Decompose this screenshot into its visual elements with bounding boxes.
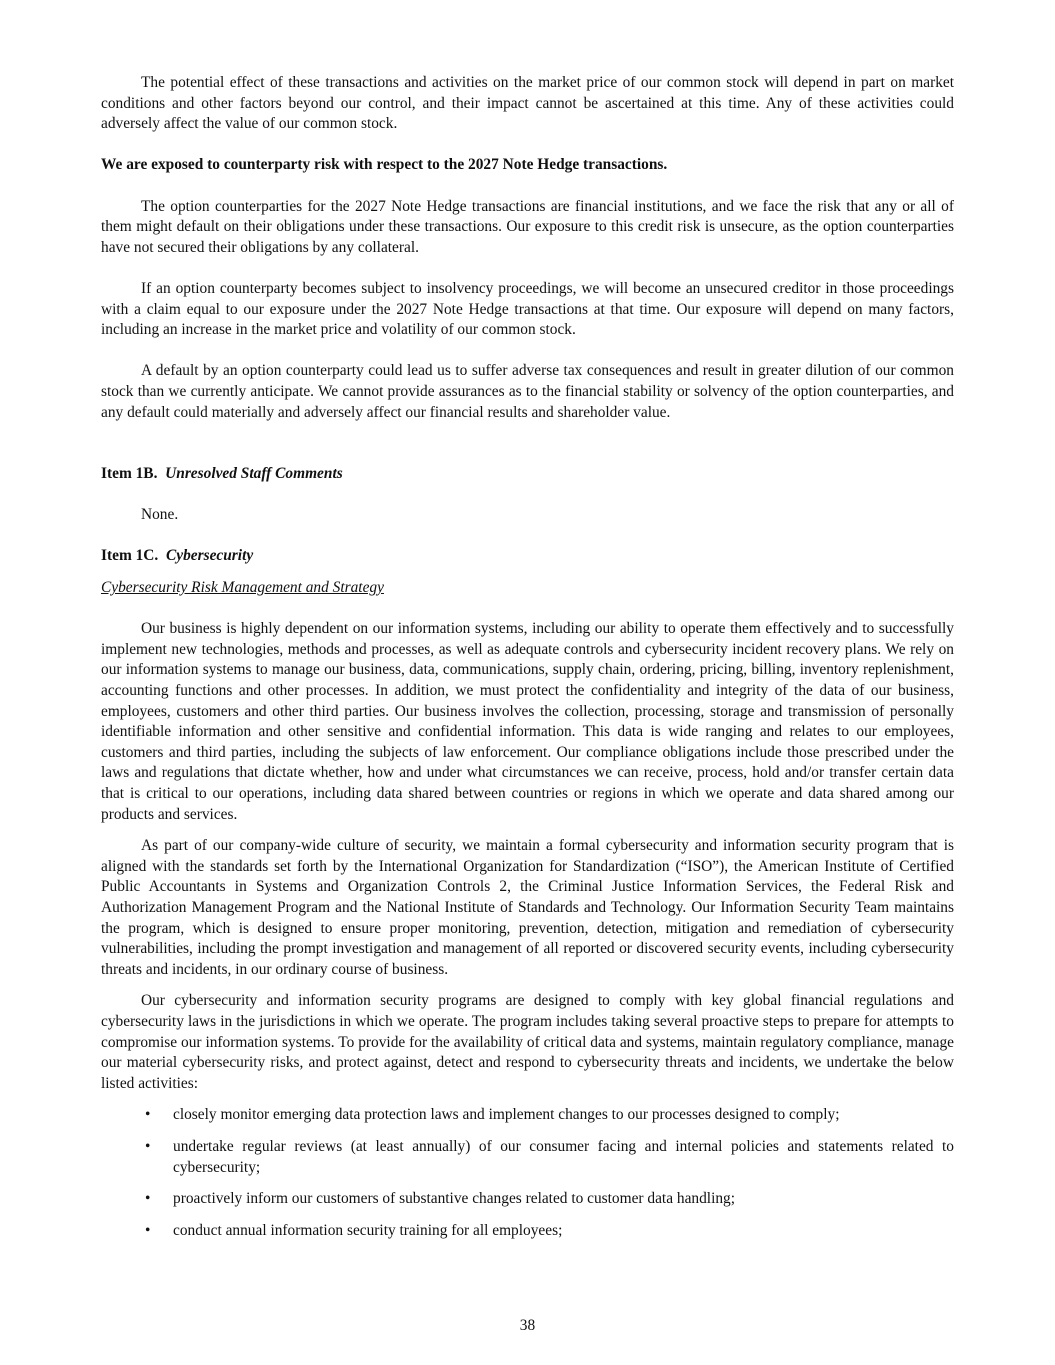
- cyber-paragraph-2: As part of our company-wide culture of security, we maintain a formal cybersecurity and information security program that is aligned with the standards set forth by the International Organization for Standardization (“ISO”), the American Institute of Certified Public Accountants in Systems and Organization Controls 2, the Criminal Justice Information Services, the Federal Risk and Authorization Management Program and the National Institute of Standards and Technology. Our Information Security Team maintains the program, which is designed to ensure proper monitoring, prevention, detection, mitigation and remediation of cybersecurity vulnerabilities, including the prompt investigation and management of all reported or discovered security events, including cybersecurity threats and incidents, in our ordinary course of business.: [101, 837, 954, 978]
- page-number: 38: [519, 1317, 536, 1334]
- bullet-icon: •: [145, 1221, 151, 1239]
- item-1b-label: Item 1B.: [101, 465, 158, 483]
- counterparty-paragraph-1: The option counterparties for the 2027 Note Hedge transactions are financial institutions, and we face the risk that any or all of them might default on their obligations under these transactions. Our exposure to this credit risk is unsecure, as the option counterparties have not secured their obligations by any collateral.: [101, 197, 954, 256]
- cyber-paragraph-1: Our business is highly dependent on our information systems, including our ability to operate them effectively and to successfully implement new technologies, methods and processes, as well as adequate controls and cybersecurity incident recovery plans. We rely on our information systems to manage our business, data, communications, supply chain, ordering, pricing, billing, inventory replenishment, accounting functions and other processes. In addition, we must protect the confidentiality and integrity of the data of our business, employees, customers and other third parties. Our business involves the collection, processing, storage and transmission of personally identifiable information and other sensitive and confidential information. This data is wide ranging and relates to our employees, customers and third parties, including the subjects of law enforcement. Our compliance obligations include those prescribed under the laws and regulations that dictate whether, how and under what circumstances we can receive, process, hold and/or transfer certain data that is critical to our operations, including data shared between countries or regions in which we operate and data shared among our products and services.: [101, 620, 954, 823]
- bullet-icon: •: [145, 1137, 151, 1155]
- item-1b-body: None.: [141, 506, 179, 524]
- bullet-icon: •: [145, 1106, 151, 1124]
- item-1b-title: Unresolved Staff Comments: [165, 465, 343, 483]
- activities-list: [101, 1105, 954, 1241]
- item-1c-label: Item 1C.: [101, 547, 159, 565]
- list-item: • conduct annual information security training for all employees;: [101, 1221, 954, 1242]
- item-1c-heading: [101, 546, 954, 567]
- bullet-icon: •: [145, 1190, 151, 1208]
- item-1c-subheading: Cybersecurity Risk Management and Strategy: [101, 579, 384, 597]
- list-item: • undertake regular reviews (at least annually) of our consumer facing and internal policies and statements related to cybersecurity;: [145, 1137, 954, 1176]
- item-1b-heading: [101, 464, 954, 485]
- cyber-paragraph-3: Our cybersecurity and information security programs are designed to comply with key global financial regulations and cybersecurity laws in the jurisdictions in which we operate. The program includes taking several proactive steps to prepare for attempts to compromise our information systems. To provide for the availability of critical data and systems, maintain regulatory compliance, manage our material cybersecurity risks, and protect against, detect and respond to cybersecurity threats and incidents, we undertake the below listed activities:: [101, 992, 954, 1092]
- intro-paragraph: The potential effect of these transactions and activities on the market price of our common stock will depend in part on market conditions and other factors beyond our control, and their impact cannot be ascertained at this time. Any of these activities could adversely affect the value of our common stock.: [101, 74, 954, 133]
- document-page: [101, 73, 954, 1241]
- item-1c-title: Cybersecurity: [165, 547, 254, 565]
- counterparty-paragraph-2: If an option counterparty becomes subject to insolvency proceedings, we will become an unsecured creditor in those proceedings with a claim equal to our exposure under the 2027 Note Hedge transactions at that time. Our exposure will depend on many factors, including an increase in the market price and volatility of our common stock.: [101, 279, 954, 339]
- list-item: • closely monitor emerging data protection laws and implement changes to our processes designed to comply;: [101, 1105, 954, 1126]
- counterparty-risk-heading: We are exposed to counterparty risk with respect to the 2027 Note Hedge transactions.: [101, 156, 668, 174]
- counterparty-paragraph-3: A default by an option counterparty could lead us to suffer adverse tax consequences and result in greater dilution of our common stock than we currently anticipate. We cannot provide assurances as to the financial stability or solvency of the option counterparties, and any default could materially and adversely affect our financial results and shareholder value.: [101, 362, 954, 421]
- list-item: • proactively inform our customers of substantive changes related to customer data handling;: [101, 1189, 954, 1210]
